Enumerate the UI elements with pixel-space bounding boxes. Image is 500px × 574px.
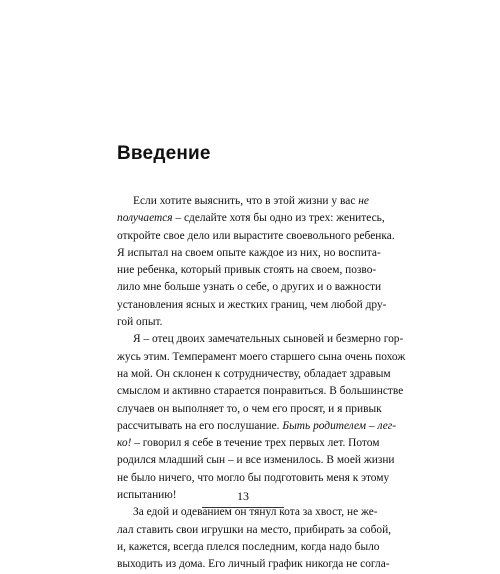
paragraph-2-line-5: случаев он выполняет то, о чем его просят, и я привык bbox=[117, 402, 382, 415]
paragraph-1-line-4: Я испытал на своем опыте каждое из них, но воспита- bbox=[117, 246, 381, 259]
paragraph-1-line-1: Если хотите выяснить, что в этой жизни у вас не bbox=[133, 195, 369, 207]
paragraph-3-line-3: и, кажется, всегда плелся последним, когда надо было bbox=[117, 540, 380, 553]
paragraph-1-line-3: откройте свое дело или вырастите своевольного ребенка. bbox=[117, 229, 395, 242]
paragraph-2-line-3: на мой. Он склонен к сотрудничеству, обладает здравым bbox=[117, 367, 391, 380]
paragraph-1-line-2: получается – сделайте хотя бы одно из трех: женитесь, bbox=[117, 212, 385, 225]
page-number: 13 bbox=[237, 489, 249, 503]
paragraph-2-line-7-rich: ко! – говорил я себе в течение трех первых лет. Потом bbox=[117, 437, 380, 450]
chapter-title: Введение bbox=[117, 143, 211, 164]
paragraph-2-line-6-rich: рассчитывать на его послушание. Быть родителем – лег- bbox=[117, 419, 396, 432]
paragraph-2-line-4: смыслом и активно старается понравиться. В большинстве bbox=[117, 385, 404, 398]
emphasis: не bbox=[358, 195, 369, 207]
paragraph-2-line-2: жусь этим. Темперамент моего старшего сына очень похож bbox=[117, 350, 406, 363]
paragraph-1-line-6: лило мне больше узнать о себе, о других и о важности bbox=[117, 281, 382, 294]
body-text bbox=[117, 193, 406, 574]
paragraph-3-line-4: выходить из дома. Его личный график никогда не согла- bbox=[117, 558, 390, 571]
paragraph-2-line-8: родился младший сын – и все изменилось. В моей жизни bbox=[117, 454, 395, 467]
paragraph-2-line-1: Я – отец двоих замечательных сыновей и безмерно гор- bbox=[133, 333, 404, 346]
paragraph-1-line-7: установления ясных и жестких границ, чем любой дру- bbox=[117, 298, 387, 311]
paragraph-3-line-1: За едой и одеванием он тянул кота за хвост, не же- bbox=[133, 506, 378, 519]
emphasis: получается bbox=[117, 212, 173, 225]
emphasis: Быть родителем – лег- bbox=[282, 419, 396, 432]
paragraph-2-line-7 bbox=[117, 435, 380, 452]
paragraph-3-line-2: лал ставить свои игрушки на место, прибирать за собой, bbox=[117, 523, 392, 536]
paragraph-2-line-6 bbox=[117, 418, 396, 435]
emphasis: ко! bbox=[117, 437, 132, 450]
paragraph-2-line-9: не было ничего, что могло бы подготовить меня к этому bbox=[117, 471, 390, 484]
footer-rule bbox=[202, 507, 284, 508]
paragraph-1-line-5: ние ребенка, который привык стоять на своем, позво- bbox=[117, 264, 377, 277]
paragraph-2-line-10: испытанию! bbox=[117, 489, 177, 502]
paragraph-1-line-8: гой опыт. bbox=[117, 316, 163, 329]
